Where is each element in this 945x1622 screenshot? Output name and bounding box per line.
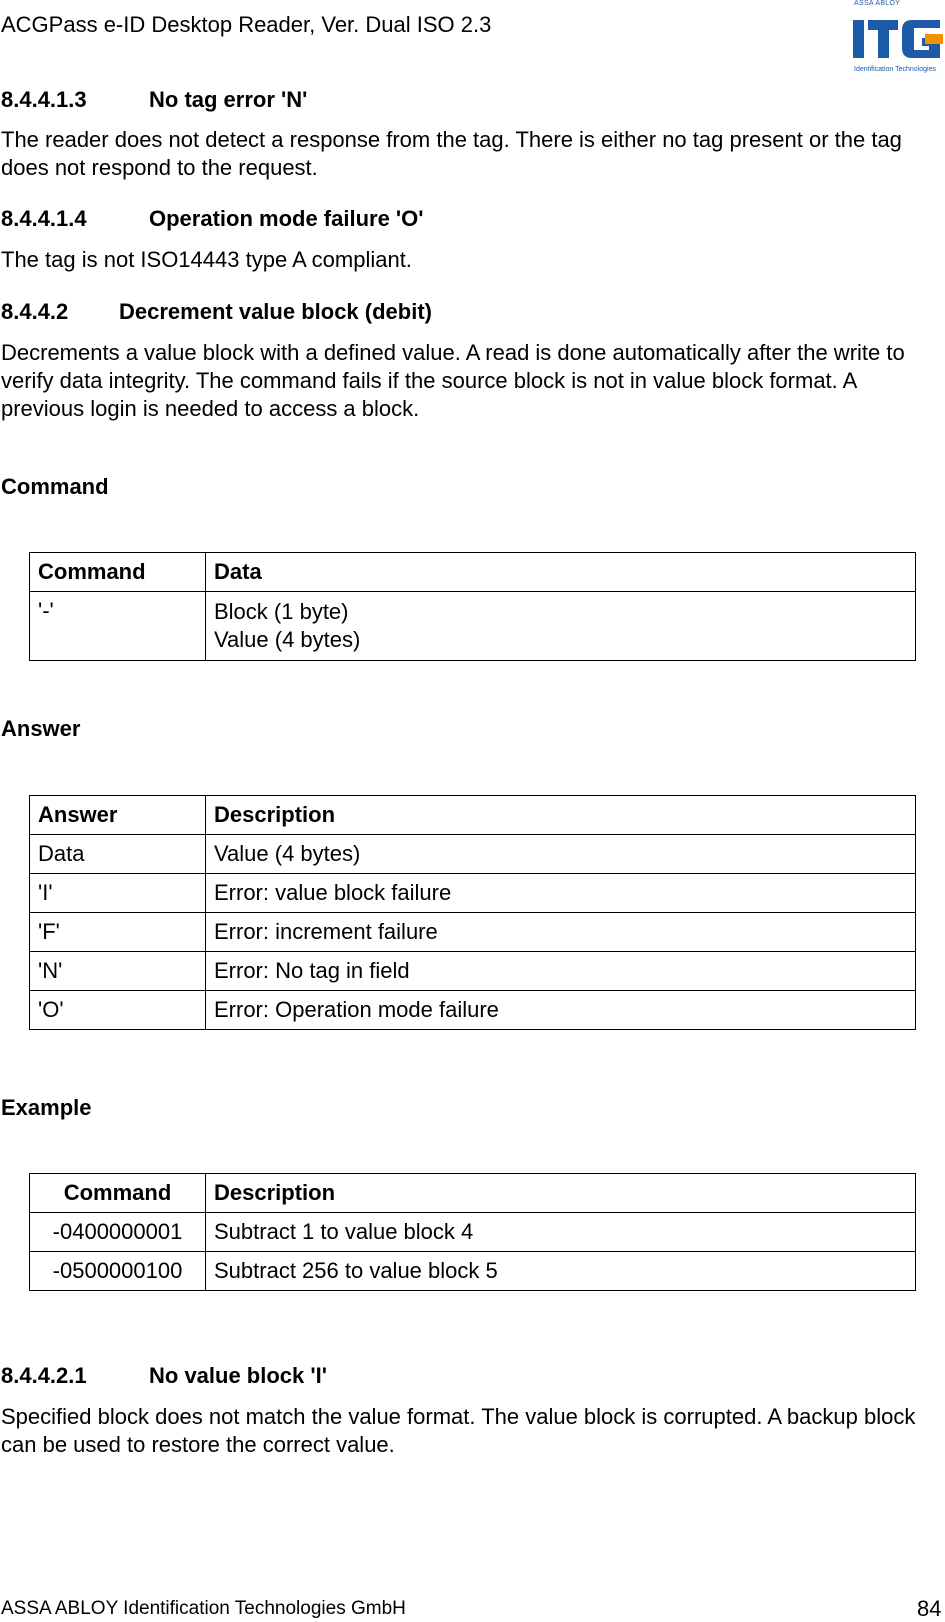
example-table [29, 1173, 916, 1291]
section-paragraph: The reader does not detect a response from the tag. There is either no tag present or the tag does not respond to the request. [1, 127, 902, 180]
table-cell: -0400000001 [30, 1213, 206, 1252]
table-header-cell: Description [206, 1174, 916, 1213]
table-header-row [30, 553, 916, 592]
table-cell: Subtract 1 to value block 4 [206, 1213, 916, 1252]
table-header-cell: Answer [30, 796, 206, 835]
answer-table [29, 795, 916, 1030]
command-label: Command [1, 474, 109, 499]
table-cell: 'O' [30, 991, 206, 1030]
document-header-title: ACGPass e-ID Desktop Reader, Ver. Dual ISO 2.3 [1, 12, 492, 37]
table-cell: Subtract 256 to value block 5 [206, 1252, 916, 1291]
table-cell [206, 592, 916, 661]
section-paragraph: Decrements a value block with a defined value. A read is done automatically after the write to verify data integrity. The command fails if the source block is not in value block format. A previous login is needed to access a block. [1, 340, 905, 421]
table-row [30, 1252, 916, 1291]
table-row [30, 913, 916, 952]
table-row [30, 991, 916, 1030]
table-cell: Data [30, 835, 206, 874]
logo-bottom-text: Identification Technologies [854, 66, 936, 73]
table-row [30, 835, 916, 874]
table-cell: Value (4 bytes) [206, 835, 916, 874]
table-cell-line: Value (4 bytes) [214, 627, 361, 652]
section-heading-8-4-4-1-4 [1, 206, 424, 232]
logo-top-text: ASSA ABLOY [854, 0, 901, 7]
itg-logo-icon [852, 10, 944, 60]
logo-letter-t-stem [878, 20, 889, 58]
answer-label: Answer [1, 716, 81, 741]
table-row [30, 592, 916, 661]
table-row [30, 1213, 916, 1252]
table-cell: Error: No tag in field [206, 952, 916, 991]
section-title: Decrement value block (debit) [119, 299, 432, 324]
section-title: No tag error 'N' [149, 87, 308, 112]
section-heading-8-4-4-2 [1, 299, 432, 325]
section-title: Operation mode failure 'O' [149, 206, 424, 231]
section-number: 8.4.4.1.3 [1, 87, 87, 112]
section-paragraph: The tag is not ISO14443 type A compliant. [1, 247, 412, 272]
table-header-cell: Description [206, 796, 916, 835]
table-cell: 'F' [30, 913, 206, 952]
section-number: 8.4.4.2.1 [1, 1363, 87, 1388]
table-cell-line: Block (1 byte) [214, 599, 349, 624]
table-cell: -0500000100 [30, 1252, 206, 1291]
section-paragraph: Specified block does not match the value format. The value block is corrupted. A backup block can be used to restore the correct value. [1, 1404, 916, 1457]
table-cell: Error: value block failure [206, 874, 916, 913]
section-number: 8.4.4.2 [1, 299, 69, 324]
itg-logo [852, 0, 944, 78]
section-heading-8-4-4-2-1 [1, 1363, 327, 1389]
table-header-row [30, 796, 916, 835]
table-header-cell: Command [30, 1174, 206, 1213]
logo-letter-i [853, 20, 864, 58]
table-cell: 'I' [30, 874, 206, 913]
example-label: Example [1, 1095, 92, 1120]
section-title: No value block 'I' [149, 1363, 327, 1388]
section-number: 8.4.4.1.4 [1, 206, 87, 231]
page-number: 84 [917, 1596, 942, 1621]
table-cell: Error: increment failure [206, 913, 916, 952]
table-header-cell: Data [206, 553, 916, 592]
table-cell: Error: Operation mode failure [206, 991, 916, 1030]
logo-accent [925, 34, 943, 44]
footer-company: ASSA ABLOY Identification Technologies GmbH [1, 1598, 406, 1619]
table-header-cell: Command [30, 553, 206, 592]
section-heading-8-4-4-1-3 [1, 87, 307, 113]
table-cell: 'N' [30, 952, 206, 991]
table-row [30, 952, 916, 991]
table-cell: '-' [30, 592, 206, 661]
command-table [29, 552, 916, 661]
table-row [30, 874, 916, 913]
table-header-row [30, 1174, 916, 1213]
